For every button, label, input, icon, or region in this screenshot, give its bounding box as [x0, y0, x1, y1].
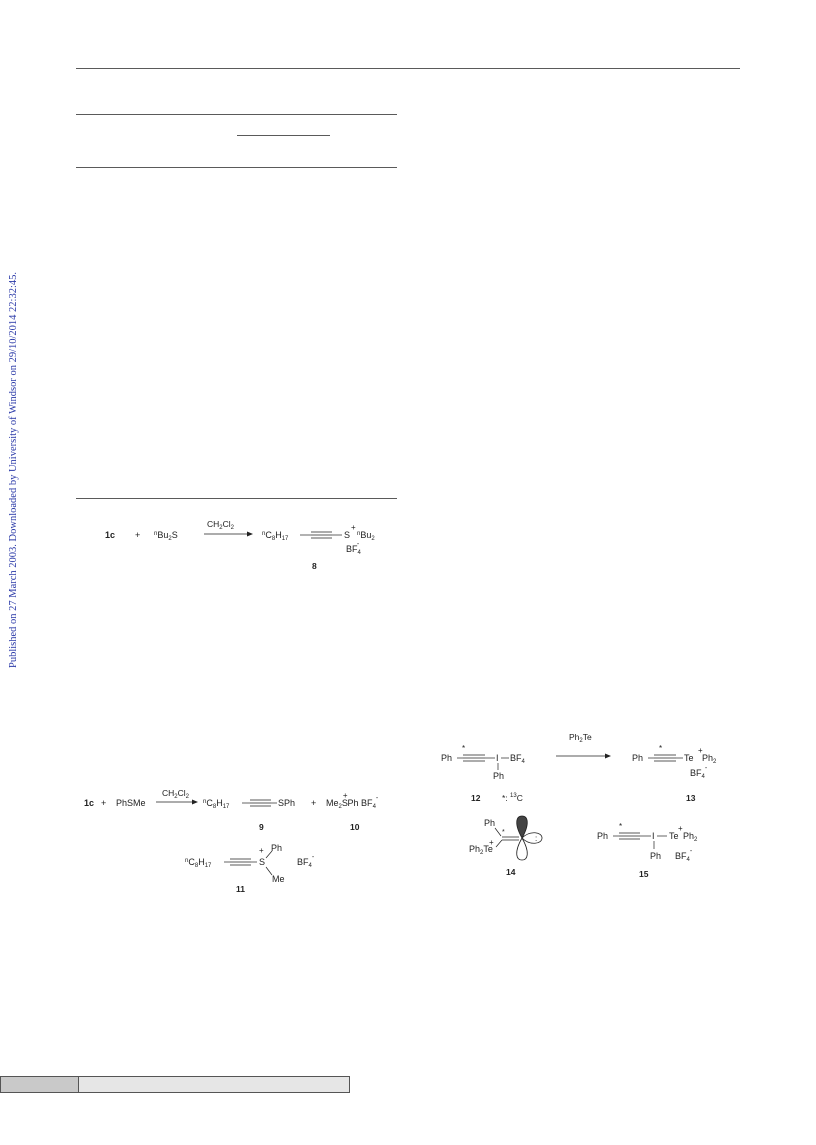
bond-te — [496, 840, 502, 847]
counterion-bf4: $BF_4^-$ — [297, 854, 315, 869]
table-bottom-rule — [76, 498, 397, 499]
substituent-ph: Ph — [271, 843, 283, 853]
product-8-tail: $^nBu_2$ — [357, 530, 375, 542]
header-rule — [76, 68, 740, 69]
structure-11-chain: $^nC_8H_{17}$ — [185, 857, 212, 869]
p-orbital-lobes — [517, 816, 542, 860]
plus-sign: + — [101, 798, 107, 808]
triple-bond — [300, 532, 342, 538]
reagent-ph2te: $Ph_2Te$ — [569, 732, 592, 744]
bf4-group: $BF_4$ — [510, 753, 525, 765]
substituent-ph: Ph — [597, 831, 609, 841]
double-bond — [502, 837, 519, 840]
footer-cell-right — [79, 1077, 349, 1092]
positive-charge: + — [351, 523, 356, 532]
triple-bond — [613, 833, 651, 839]
product-9-chain: $^nC_8H_{17}$ — [203, 798, 230, 810]
product-8-chain: $^nC_8H_{17}$ — [262, 530, 289, 542]
reactant-1c: 1c — [84, 798, 95, 808]
te-ph2: $Ph_2$ — [702, 753, 717, 765]
scheme-9-10 — [78, 783, 398, 838]
substituent-ph-below: Ph — [493, 771, 505, 781]
reaction-arrow — [156, 800, 198, 805]
scheme-12-13 — [438, 728, 738, 808]
isotope-star: * — [659, 744, 663, 753]
iodine-atom: I — [652, 831, 655, 841]
footer-bar — [0, 1076, 350, 1093]
bond-ph — [495, 828, 501, 836]
counterion-bf4: $BF_4-$ — [346, 541, 361, 556]
lone-pair: : — [535, 834, 538, 843]
te-ph2: $Ph_2$ — [683, 831, 698, 843]
sulfonium-s: S — [259, 857, 266, 867]
substituent-ph-below: Ph — [650, 851, 662, 861]
tellurium-atom: Te — [669, 831, 679, 841]
counterion-bf4: $BF_4^-$ — [675, 848, 693, 863]
reaction-arrow — [556, 754, 611, 759]
scheme-8 — [90, 512, 400, 582]
ph2te-group: $Ph_2Te$ — [469, 844, 493, 856]
product-13-ph: Ph — [632, 753, 644, 763]
product-10: $Me_2S+Ph$ $BF_4^-$ — [326, 791, 379, 810]
positive-charge: + — [698, 746, 703, 755]
reactant-nbu2s: $^nBu_2S$ — [154, 530, 178, 542]
reaction-arrow — [204, 532, 253, 537]
table-column-group-rule — [237, 135, 330, 136]
substituent-ph: Ph — [441, 753, 453, 763]
reagent-ch2cl2: $CH_2Cl_2$ — [162, 788, 189, 800]
triple-bond — [457, 755, 495, 761]
publication-watermark: Published on 27 March 2003. Downloaded by University of Windsor on 29/10/2014 22:32:45. — [8, 271, 19, 669]
reactant-phsme: PhSMe — [116, 798, 146, 808]
reactant-1c: 1c — [105, 530, 116, 540]
compound-label-14: 14 — [506, 867, 516, 877]
substituent-me: Me — [272, 874, 285, 884]
structure-11 — [180, 842, 340, 900]
plus-sign: + — [135, 530, 141, 540]
isotope-note: *: $^{13}$C — [502, 793, 523, 803]
compound-label-11: 11 — [236, 884, 245, 894]
table-header-bottom-rule — [76, 167, 397, 168]
isotope-star: * — [619, 822, 623, 831]
positive-charge: + — [489, 838, 494, 847]
triple-bond — [224, 859, 257, 865]
isotope-star: * — [502, 829, 505, 836]
triple-bond — [242, 800, 277, 806]
plus-sign-2: + — [311, 798, 317, 808]
triple-bond — [648, 755, 683, 761]
tellurium-atom: Te — [684, 753, 694, 763]
compound-label-15: 15 — [639, 869, 649, 879]
footer-cell-left — [1, 1077, 79, 1092]
product-9-sph: SPh — [278, 798, 296, 808]
iodine-atom: I — [496, 753, 499, 763]
compound-label-10: 10 — [350, 822, 360, 832]
counterion-bf4: $BF_4^-$ — [690, 765, 708, 780]
positive-charge: + — [678, 824, 683, 833]
compound-label-9: 9 — [259, 822, 264, 832]
structure-14 — [462, 812, 557, 882]
isotope-star: * — [462, 744, 466, 753]
reagent-ch2cl2: $CH_2Cl_2$ — [207, 519, 234, 531]
compound-label-13: 13 — [686, 793, 696, 803]
sulfonium-s: S — [344, 530, 351, 540]
table-top-rule — [76, 114, 397, 115]
structure-15 — [594, 818, 734, 883]
compound-label-12: 12 — [471, 793, 481, 803]
positive-charge: + — [259, 846, 264, 855]
substituent-ph: Ph — [484, 818, 496, 828]
compound-label-8: 8 — [312, 561, 317, 571]
